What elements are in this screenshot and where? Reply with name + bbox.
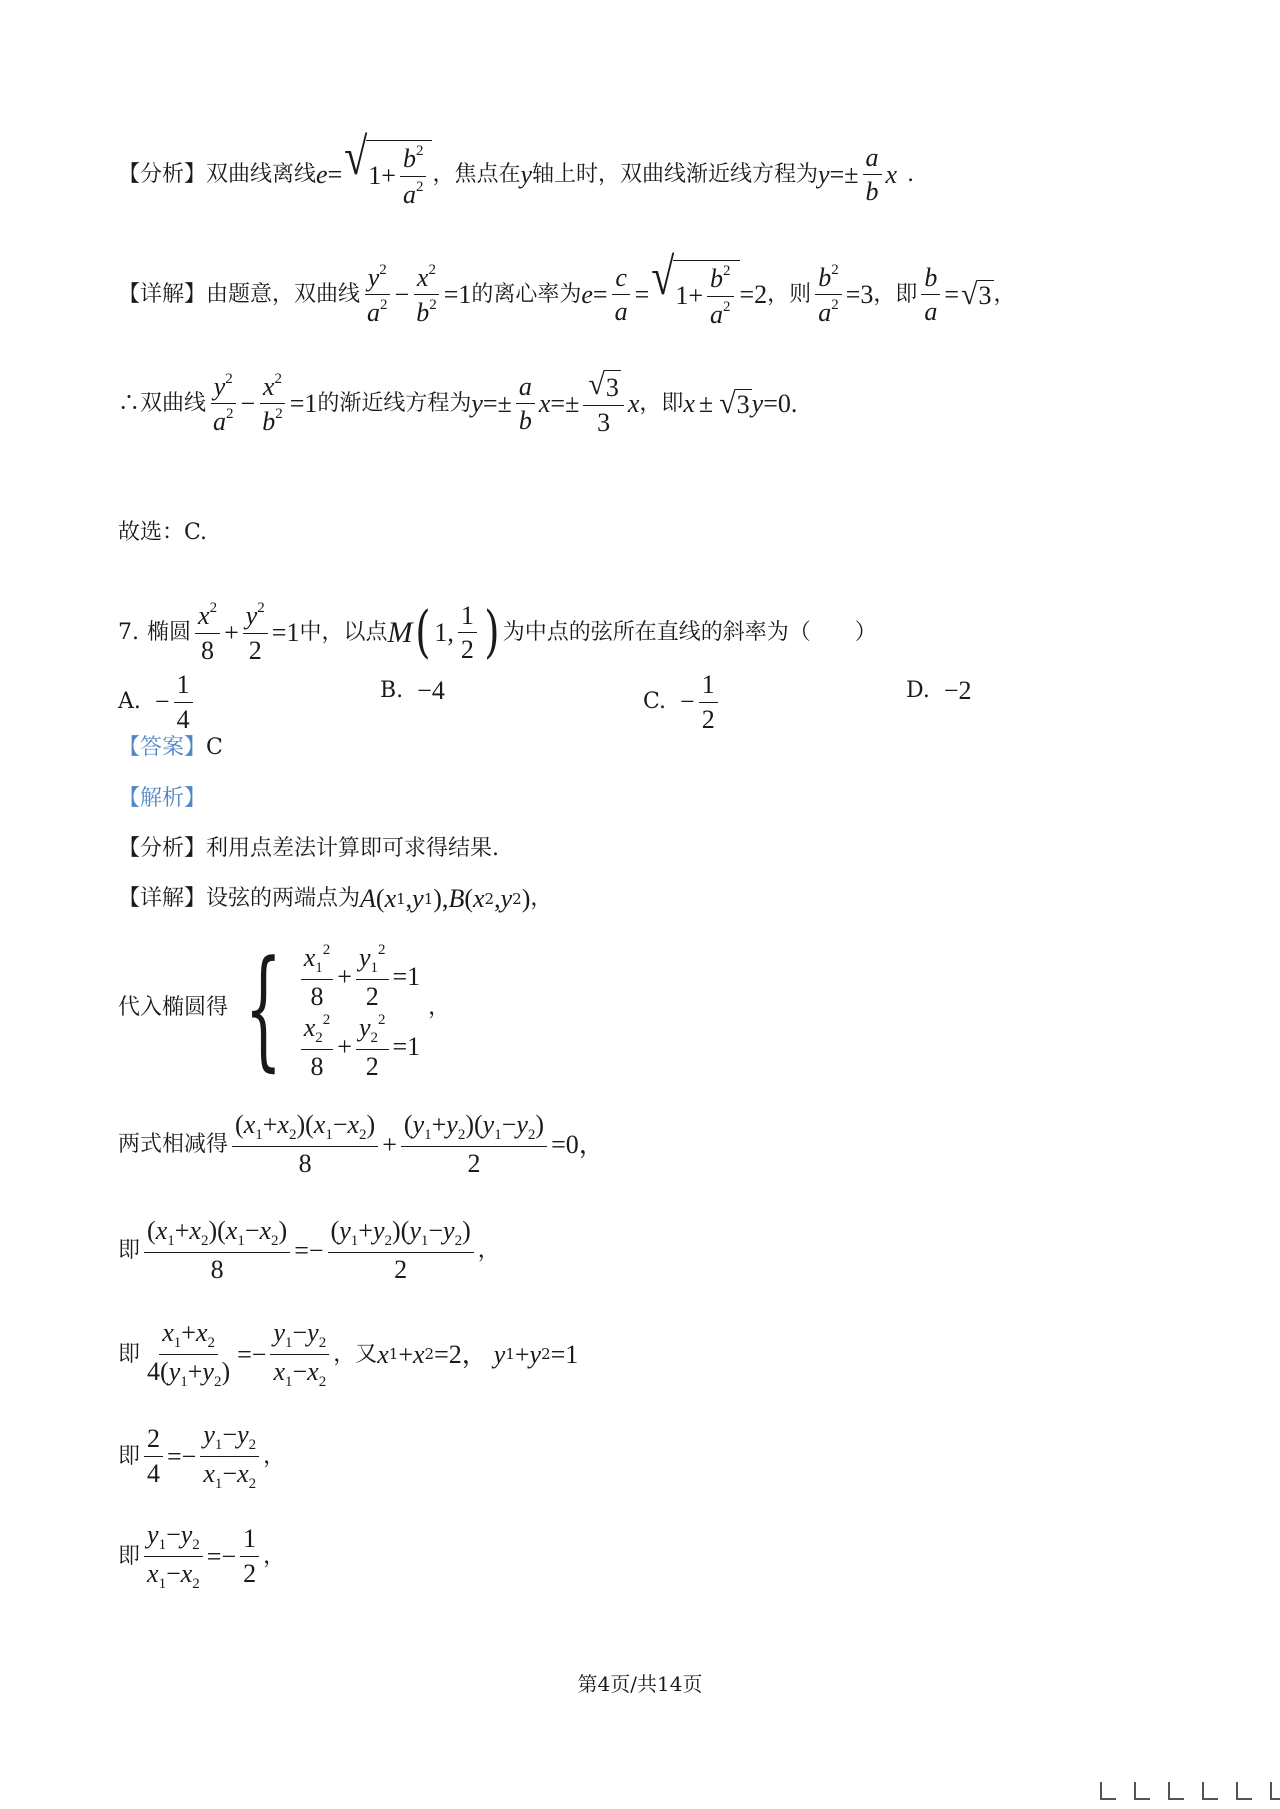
- page-corner-marks: [1100, 1782, 1280, 1800]
- analysis-label: 【解析】: [118, 786, 207, 811]
- answer-value: C: [206, 735, 223, 760]
- corner-mark: [1202, 1782, 1218, 1800]
- page-footer: 第4页/共14页: [577, 1672, 703, 1696]
- detail-setup: 【详解】设弦的两端点为 A ( x 1 , y 1 ), B ( x 2 , y 2 ) ，: [118, 884, 553, 913]
- corner-mark: [1134, 1782, 1150, 1800]
- option-a[interactable]: A. − $\frac{1}{4}$: [118, 670, 197, 735]
- answer-label: 【答案】: [118, 735, 207, 760]
- corner-mark: [1168, 1782, 1184, 1800]
- option-b[interactable]: B. −4: [380, 676, 445, 705]
- subtraction-line: 两式相减得 $\frac{(x_1+x_2)(x_1-x_2)}{8}$ + $\frac{(y_1+y_2)(y_1-y_2)}{2}$ =0，: [118, 1110, 605, 1179]
- corner-mark: [1270, 1782, 1280, 1800]
- detail-line-1: 【详解】由题意，双曲线 $\frac{y^2}{a^2}$ − $\frac{x^2}{b^2}$ =1 的离心率为 e = $\frac{c}{a}$ = √ 1 + $\frac{b^2}{a^2}$ =2 ，则 $\frac{b^2}{a^2}$ =3 ，即 $\frac{b}{a}$ = √ 3 ，: [118, 248, 1016, 329]
- option-d[interactable]: D. −2: [906, 676, 972, 705]
- rearranged-line-1: 即 $\frac{(x_1+x_2)(x_1-x_2)}{8}$ =− $\frac{(y_1+y_2)(y_1-y_2)}{2}$ ，: [118, 1216, 500, 1285]
- analysis-line-1: 【分析】双曲线离线 e = √ 1 + $\frac{b^2}{a^2}$ ，焦点在 y 轴上时，双曲线渐近线方程为 y =± $\frac{a}{b}$ x .: [118, 128, 915, 209]
- corner-mark: [1100, 1782, 1116, 1800]
- answer-choice-line: 故选：C.: [118, 520, 208, 545]
- question-7: 7. 椭圆 $\frac{x^2}{8}$ + $\frac{y^2}{2}$ =1 中，以点 M ( 1, $\frac{1}{2}$ ) 为中点的弦所在直线的斜率为（ ）: [118, 599, 877, 665]
- equation-system: 代入椭圆得 { $\frac{x_1^2}{8}$ + $\frac{y_1^2}{2}$ =1 $\frac{x_2^2}{8}$ + $\frac{y_2^2}{2}$ =1 ，: [118, 932, 451, 1084]
- fraction-b2-a2: $\frac{b^2}{a^2}$: [400, 143, 427, 210]
- option-c[interactable]: C. − $\frac{1}{2}$: [643, 670, 722, 735]
- sqrt-expression: √ 1 + $\frac{b^2}{a^2}$: [344, 140, 432, 210]
- rearranged-line-3: 即 $\frac{2}{4}$ =− $\frac{y_1-y_2}{x_1-x_2}$ ，: [118, 1420, 286, 1493]
- analysis-text: 【分析】利用点差法计算即可求得结果.: [118, 836, 499, 861]
- rearranged-line-2: 即 $\frac{x_1+x_2}{4(y_1+y_2)}$ =− $\frac{y_1-y_2}{x_1-x_2}$ ，又 x 1 + x 2 =2， y 1 + y 2 =1: [118, 1318, 579, 1391]
- fraction-a-b: $\frac{a}{b}$: [863, 143, 882, 208]
- corner-mark: [1236, 1782, 1252, 1800]
- result-line: 即 $\frac{y_1-y_2}{x_1-x_2}$ =− $\frac{1}{2}$ ，: [118, 1520, 286, 1593]
- answer-line: [118, 737, 223, 759]
- question-number: 7.: [118, 619, 139, 645]
- detail-line-2: ∴双曲线 $\frac{y^2}{a^2}$ − $\frac{x^2}{b^2}$ =1 的渐近线方程为 y =± $\frac{a}{b}$ x =± √ 3 3 x ，即 x ± √ 3 y =0.: [118, 368, 798, 437]
- analysis-prefix: 【分析】双曲线离线: [118, 161, 317, 187]
